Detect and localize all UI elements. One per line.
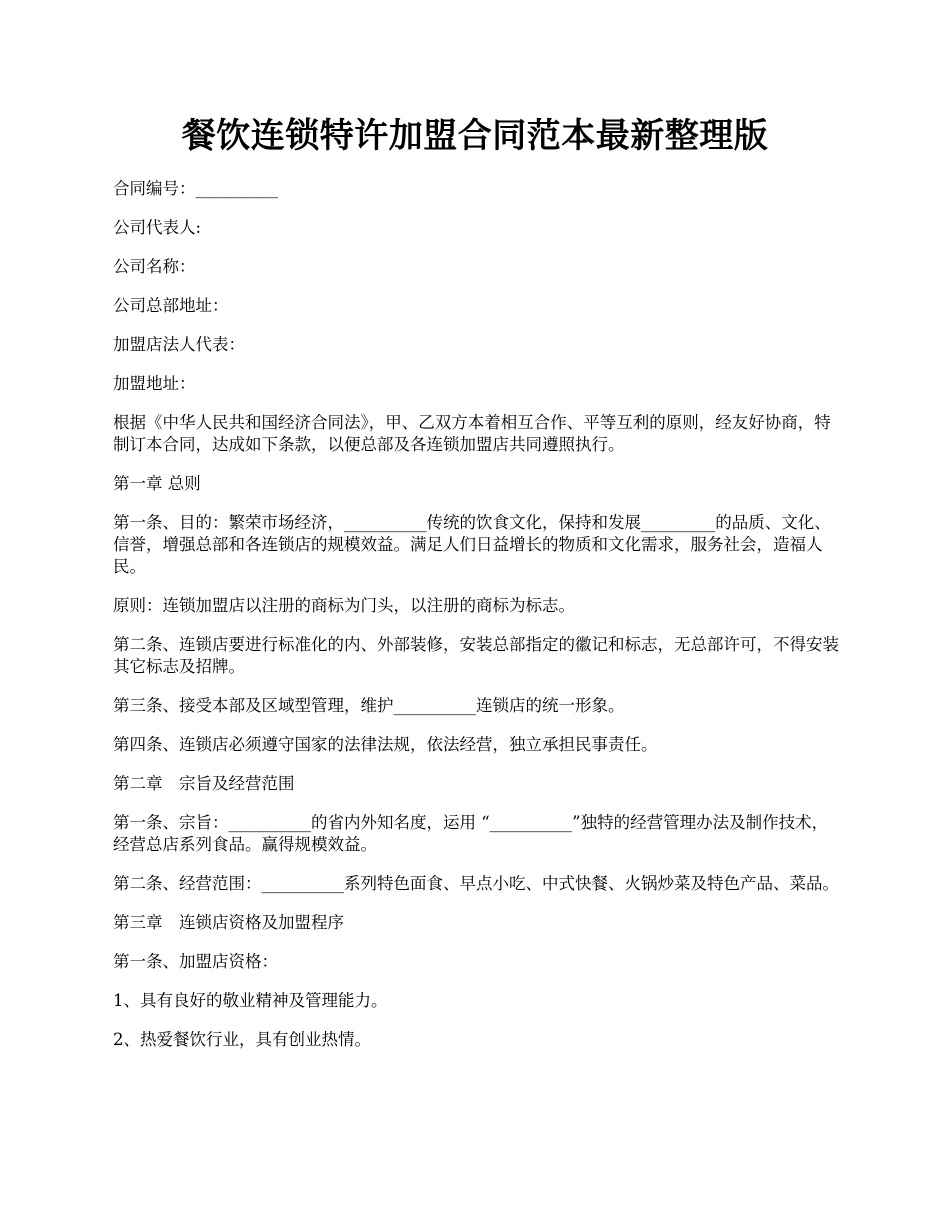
franchisee-legal-representative-line: 加盟店法人代表： (113, 335, 245, 354)
article-paragraph: 第一条、目的：繁荣市场经济，__________传统的饮食文化，保持和发展_________的品质、文化、信誉，增强总部和各连锁店的规模效益。满足人们日益增长的物质和文化需求，服务社会，造福人民。 (113, 513, 831, 576)
document-title: 餐饮连锁特许加盟合同范本最新整理版 (181, 116, 769, 156)
article-paragraph: 第三条、接受本部及区域型管理，维护__________连锁店的统一形象。 (113, 696, 625, 715)
list-item: 2、热爱餐饮行业，具有创业热情。 (113, 1030, 371, 1049)
chapter-heading: 第二章 宗旨及经营范围 (113, 774, 295, 793)
article-paragraph: 第一条、宗旨：__________的省内外知名度，运用 “__________”独特的经营管理办法及制作技术，经营总店系列食品。赢得规模效益。 (113, 813, 829, 854)
principle-paragraph: 原则：连锁加盟店以注册的商标为门头，以注册的商标为标志。 (113, 596, 575, 615)
franchise-address-line: 加盟地址： (113, 374, 196, 393)
article-paragraph: 第二条、连锁店要进行标准化的内、外部装修，安装总部指定的徽记和标志，无总部许可，不得安装其它标志及招牌。 (113, 635, 839, 676)
contract-number-line: 合同编号：__________ (113, 179, 278, 198)
chapter-heading: 第三章 连锁店资格及加盟程序 (113, 913, 344, 932)
article-paragraph: 第四条、连锁店必须遵守国家的法律法规，依法经营，独立承担民事责任。 (113, 735, 658, 754)
article-paragraph: 第二条、经营范围：__________系列特色面食、早点小吃、中式快餐、火锅炒菜及特色产品、菜品。 (113, 874, 839, 893)
company-name-line: 公司名称： (113, 257, 196, 276)
headquarters-address-line: 公司总部地址： (113, 296, 229, 315)
document-body (113, 178, 843, 1068)
preamble-paragraph: 根据《中华人民共和国经济合同法》，甲、乙双方本着相互合作、平等互利的原则，经友好协商，特制订本合同，达成如下条款，以便总部及各连锁加盟店共同遵照执行。 (113, 413, 831, 454)
list-item: 1、具有良好的敬业精神及管理能力。 (113, 991, 388, 1010)
article-paragraph: 第一条、加盟店资格： (113, 952, 278, 971)
company-representative-line: 公司代表人: (113, 218, 202, 237)
chapter-heading: 第一章 总则 (113, 474, 201, 493)
